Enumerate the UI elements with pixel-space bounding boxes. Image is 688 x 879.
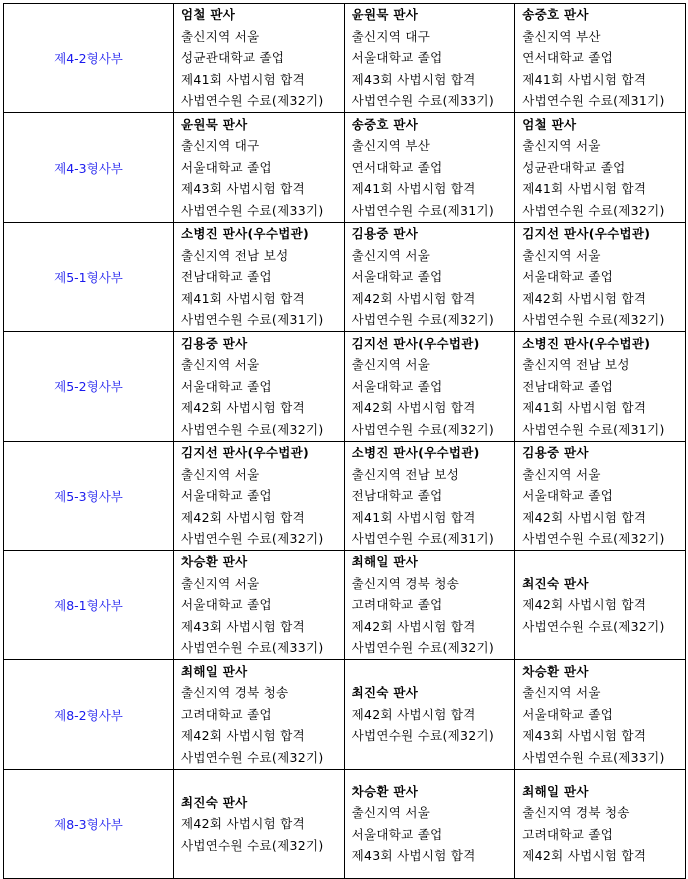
judge-detail: 사법연수원 수료(제32기) bbox=[351, 312, 495, 328]
judge-detail: 출신지역 서울 bbox=[181, 466, 260, 482]
judge-name: 최해일 판사 bbox=[522, 783, 589, 799]
judge-cell bbox=[515, 332, 686, 441]
judge-cell bbox=[344, 660, 515, 769]
judge-detail: 사법연수원 수료(제32기) bbox=[522, 312, 665, 328]
judge-detail: 출신지역 전남 보성 bbox=[522, 357, 630, 373]
judge-detail: 제41회 사법시험 합격 bbox=[522, 71, 647, 87]
judge-cell bbox=[515, 222, 686, 331]
judge-detail: 제42회 사법시험 합격 bbox=[522, 597, 647, 613]
judge-cell bbox=[174, 4, 345, 113]
judge-detail: 출신지역 서울 bbox=[181, 28, 260, 44]
judge-cell bbox=[515, 769, 686, 878]
judge-detail: 제43회 사법시험 합격 bbox=[351, 848, 476, 864]
judge-name: 송중호 판사 bbox=[351, 116, 419, 132]
judge-name: 송중호 판사 bbox=[522, 7, 589, 23]
judge-name: 최해일 판사 bbox=[351, 554, 419, 570]
judge-detail: 출신지역 경북 청송 bbox=[351, 575, 460, 591]
judge-cell bbox=[174, 222, 345, 331]
judge-name: 김용중 판사 bbox=[351, 226, 419, 242]
judge-detail: 출신지역 서울 bbox=[522, 247, 601, 263]
judge-detail: 사법연수원 수료(제32기) bbox=[181, 531, 324, 546]
judge-detail: 제43회 사법시험 합격 bbox=[181, 618, 306, 634]
judge-cell bbox=[344, 222, 515, 331]
judge-detail: 사법연수원 수료(제31기) bbox=[522, 421, 665, 437]
judge-detail: 출신지역 대구 bbox=[181, 138, 260, 154]
judge-cell bbox=[174, 550, 345, 659]
division-name: 제8-1형사부 bbox=[4, 550, 174, 659]
judge-detail: 제42회 사법시험 합격 bbox=[181, 816, 306, 832]
judge-detail: 고려대학교 졸업 bbox=[181, 706, 272, 722]
judge-detail: 서울대학교 졸업 bbox=[351, 378, 443, 394]
judge-name: 윤원묵 판사 bbox=[181, 116, 248, 132]
division-name: 제4-2형사부 bbox=[4, 4, 174, 113]
judge-detail: 서울대학교 졸업 bbox=[522, 706, 614, 722]
judge-cell bbox=[174, 660, 345, 769]
judge-cell bbox=[344, 4, 515, 113]
judge-cell bbox=[515, 113, 686, 222]
division-name: 제4-3형사부 bbox=[4, 113, 174, 222]
judge-detail: 제42회 사법시험 합격 bbox=[522, 290, 647, 306]
judge-detail: 제42회 사법시험 합격 bbox=[522, 509, 647, 525]
judge-detail: 사법연수원 수료(제33기) bbox=[522, 749, 665, 765]
judge-detail: 전남대학교 졸업 bbox=[351, 488, 443, 503]
judge-name: 엄철 판사 bbox=[181, 7, 236, 23]
judge-detail: 제41회 사법시험 합격 bbox=[522, 181, 647, 197]
judge-detail: 제42회 사법시험 합격 bbox=[181, 400, 306, 416]
judge-detail: 사법연수원 수료(제32기) bbox=[522, 618, 665, 634]
judge-name: 김지선 판사(우수법관) bbox=[351, 335, 480, 351]
judge-name: 최진숙 판사 bbox=[181, 794, 248, 810]
judge-detail: 연서대학교 졸업 bbox=[351, 159, 443, 175]
judge-detail: 출신지역 서울 bbox=[351, 247, 431, 263]
division-name: 제5-1형사부 bbox=[4, 222, 174, 331]
judge-cell bbox=[344, 332, 515, 441]
judge-name: 소병진 판사(우수법관) bbox=[351, 445, 480, 460]
division-row bbox=[4, 441, 686, 550]
judge-detail: 사법연수원 수료(제32기) bbox=[351, 640, 495, 656]
judge-cell bbox=[515, 660, 686, 769]
judge-name: 김지선 판사(우수법관) bbox=[522, 226, 651, 242]
judge-cell bbox=[515, 4, 686, 113]
division-row bbox=[4, 4, 686, 113]
judge-detail: 출신지역 대구 bbox=[351, 28, 431, 44]
judge-detail: 제42회 사법시험 합격 bbox=[351, 618, 476, 634]
judge-detail: 출신지역 서울 bbox=[522, 685, 601, 701]
judge-detail: 사법연수원 수료(제33기) bbox=[181, 640, 324, 656]
judge-cell bbox=[515, 550, 686, 659]
judge-detail: 사법연수원 수료(제31기) bbox=[181, 312, 324, 328]
judge-detail: 서울대학교 졸업 bbox=[181, 488, 272, 503]
judge-detail: 출신지역 서울 bbox=[181, 357, 260, 373]
judge-detail: 제43회 사법시험 합격 bbox=[181, 181, 306, 197]
judge-detail: 사법연수원 수료(제32기) bbox=[351, 728, 495, 744]
judge-name: 최진숙 판사 bbox=[522, 575, 589, 591]
judge-detail: 사법연수원 수료(제32기) bbox=[181, 749, 324, 765]
judge-detail: 서울대학교 졸업 bbox=[181, 597, 272, 613]
judge-detail: 서울대학교 졸업 bbox=[351, 269, 443, 285]
judge-detail: 사법연수원 수료(제33기) bbox=[351, 93, 495, 109]
judge-detail: 서울대학교 졸업 bbox=[351, 50, 443, 66]
judge-detail: 출신지역 경북 청송 bbox=[181, 685, 289, 701]
judge-detail: 출신지역 서울 bbox=[522, 138, 601, 154]
judge-detail: 제42회 사법시험 합격 bbox=[181, 509, 306, 525]
division-row bbox=[4, 769, 686, 878]
judge-detail: 사법연수원 수료(제33기) bbox=[181, 202, 324, 218]
judge-detail: 성균관대학교 졸업 bbox=[522, 159, 626, 175]
judge-detail: 서울대학교 졸업 bbox=[351, 826, 443, 842]
judge-detail: 사법연수원 수료(제31기) bbox=[522, 93, 665, 109]
judge-detail: 사법연수원 수료(제32기) bbox=[181, 837, 324, 853]
judge-name: 차승환 판사 bbox=[522, 663, 589, 679]
division-row bbox=[4, 113, 686, 222]
judge-detail: 고려대학교 졸업 bbox=[351, 597, 443, 613]
judge-detail: 사법연수원 수료(제32기) bbox=[522, 202, 665, 218]
judge-detail: 사법연수원 수료(제32기) bbox=[181, 421, 324, 437]
division-row bbox=[4, 660, 686, 769]
judge-name: 최진숙 판사 bbox=[351, 685, 419, 701]
judge-detail: 제41회 사법시험 합격 bbox=[522, 400, 647, 416]
judge-cell bbox=[174, 769, 345, 878]
judge-detail: 제43회 사법시험 합격 bbox=[351, 71, 476, 87]
judge-detail: 출신지역 서울 bbox=[351, 357, 431, 373]
judge-detail: 제42회 사법시험 합격 bbox=[351, 400, 476, 416]
judge-detail: 출신지역 전남 보성 bbox=[181, 247, 289, 263]
division-name: 제8-2형사부 bbox=[4, 660, 174, 769]
judge-detail: 출신지역 서울 bbox=[181, 575, 260, 591]
judge-detail: 출신지역 서울 bbox=[351, 805, 431, 821]
judge-cell bbox=[515, 441, 686, 550]
judge-detail: 출신지역 부산 bbox=[351, 138, 431, 154]
judge-detail: 서울대학교 졸업 bbox=[181, 378, 272, 394]
judge-detail: 사법연수원 수료(제31기) bbox=[351, 202, 495, 218]
judge-detail: 사법연수원 수료(제32기) bbox=[351, 421, 495, 437]
judge-detail: 연서대학교 졸업 bbox=[522, 50, 614, 66]
judge-detail: 서울대학교 졸업 bbox=[181, 159, 272, 175]
judge-name: 소병진 판사(우수법관) bbox=[522, 335, 651, 351]
division-row bbox=[4, 222, 686, 331]
judge-detail: 제42회 사법시험 합격 bbox=[351, 290, 476, 306]
judge-name: 차승환 판사 bbox=[351, 783, 419, 799]
judge-detail: 성균관대학교 졸업 bbox=[181, 50, 285, 66]
judge-detail: 출신지역 부산 bbox=[522, 28, 601, 44]
judge-name: 윤원묵 판사 bbox=[351, 7, 419, 23]
judge-cell bbox=[174, 332, 345, 441]
table-body bbox=[4, 4, 686, 879]
judge-detail: 제41회 사법시험 합격 bbox=[351, 181, 476, 197]
judge-detail: 서울대학교 졸업 bbox=[522, 488, 614, 503]
judge-detail: 제41회 사법시험 합격 bbox=[181, 290, 306, 306]
judge-cell bbox=[344, 550, 515, 659]
judge-detail: 출신지역 서울 bbox=[522, 466, 601, 482]
division-name: 제5-2형사부 bbox=[4, 332, 174, 441]
judge-detail: 서울대학교 졸업 bbox=[522, 269, 614, 285]
judge-name: 엄철 판사 bbox=[522, 116, 577, 132]
judge-assignment-table bbox=[3, 3, 686, 879]
judge-name: 소병진 판사(우수법관) bbox=[181, 226, 310, 242]
judge-name: 김용중 판사 bbox=[181, 335, 248, 351]
judge-name: 차승환 판사 bbox=[181, 554, 248, 570]
judge-cell bbox=[174, 113, 345, 222]
judge-detail: 고려대학교 졸업 bbox=[522, 826, 614, 842]
judge-detail: 출신지역 경북 청송 bbox=[522, 805, 630, 821]
division-row bbox=[4, 332, 686, 441]
judge-name: 김지선 판사(우수법관) bbox=[181, 445, 310, 460]
division-name: 제5-3형사부 bbox=[4, 441, 174, 550]
judge-detail: 사법연수원 수료(제32기) bbox=[181, 93, 324, 109]
judge-detail: 전남대학교 졸업 bbox=[522, 378, 614, 394]
judge-detail: 제42회 사법시험 합격 bbox=[181, 728, 306, 744]
judge-name: 최해일 판사 bbox=[181, 663, 248, 679]
division-name: 제8-3형사부 bbox=[4, 769, 174, 878]
division-row bbox=[4, 550, 686, 659]
judge-cell bbox=[344, 769, 515, 878]
judge-detail: 사법연수원 수료(제31기) bbox=[351, 531, 495, 546]
judge-detail: 제41회 사법시험 합격 bbox=[351, 509, 476, 525]
judge-detail: 제43회 사법시험 합격 bbox=[522, 728, 647, 744]
judge-detail: 전남대학교 졸업 bbox=[181, 269, 272, 285]
judge-detail: 제42회 사법시험 합격 bbox=[351, 706, 476, 722]
judge-cell bbox=[344, 113, 515, 222]
judge-detail: 제42회 사법시험 합격 bbox=[522, 848, 647, 864]
judge-cell bbox=[344, 441, 515, 550]
judge-detail: 사법연수원 수료(제32기) bbox=[522, 531, 665, 546]
judge-name: 김용중 판사 bbox=[522, 445, 589, 460]
judge-cell bbox=[174, 441, 345, 550]
judge-detail: 제41회 사법시험 합격 bbox=[181, 71, 306, 87]
judge-detail: 출신지역 전남 보성 bbox=[351, 466, 460, 482]
